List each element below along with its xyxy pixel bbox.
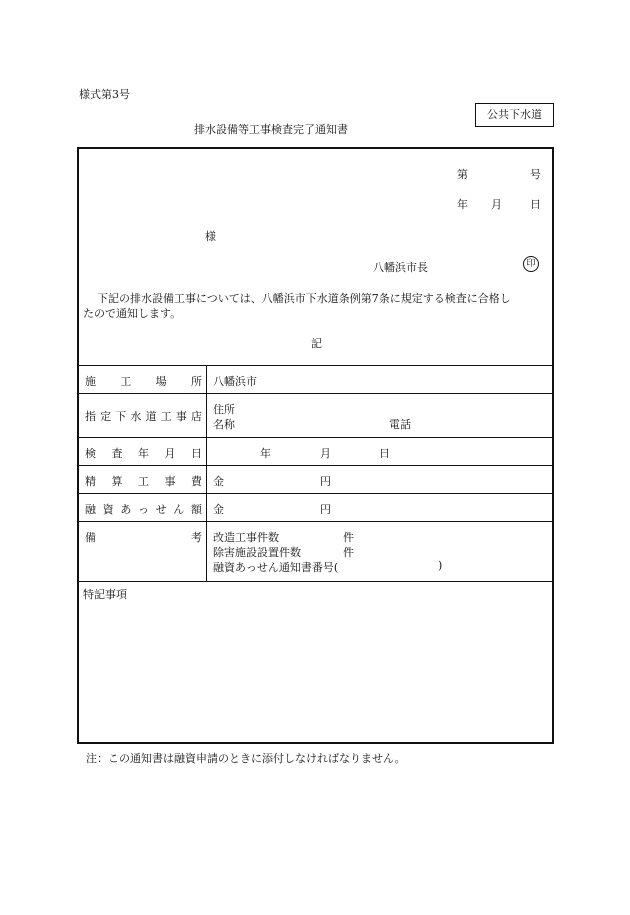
- remarks-line1-unit: 件: [343, 531, 354, 544]
- date-day: 日: [530, 198, 541, 211]
- body-text-line2: たので通知します。: [83, 307, 182, 320]
- form-number: 様式第3号: [79, 88, 130, 101]
- remarks-line3-close: ): [438, 559, 443, 572]
- column-divider: [206, 365, 207, 581]
- location-label: 施 工 場 所: [85, 375, 202, 388]
- loan-suffix: 円: [320, 503, 331, 516]
- contractor-label: 指 定 下 水 道 工 事 店: [85, 410, 202, 423]
- form-frame: [77, 147, 554, 744]
- document-title: 排水設備等工事検査完了通知書: [194, 123, 348, 136]
- seal-mark: 印: [523, 256, 539, 272]
- contractor-phone: 電話: [389, 418, 411, 431]
- issuer-name: 八幡浜市長: [373, 261, 428, 274]
- row-divider: [79, 581, 552, 582]
- body-text-line1: 下記の排水設備工事については、八幡浜市下水道条例第7条に規定する検査に合格し: [97, 292, 511, 305]
- date-year: 年: [457, 198, 468, 211]
- contractor-name: 名称: [213, 418, 235, 431]
- inspection-month: 月: [320, 447, 331, 460]
- row-divider: [79, 393, 552, 394]
- addressee-suffix: 様: [205, 230, 216, 243]
- row-divider: [79, 521, 552, 522]
- footnote: 注：この通知書は融資申請のときに添付しなければなりません。: [86, 752, 406, 765]
- remarks-line3: 融資あっせん通知書番号(: [213, 561, 339, 574]
- date-month: 月: [491, 198, 502, 211]
- remarks-line1: 改造工事件数: [213, 531, 279, 544]
- loan-amount-label: 融 資 あ っ せ ん 額: [85, 503, 202, 516]
- remarks-label: 備 考: [85, 531, 202, 544]
- inspection-day: 日: [379, 447, 390, 460]
- inspection-year: 年: [260, 447, 271, 460]
- remarks-line2: 除害施設設置件数: [213, 546, 301, 559]
- row-divider: [79, 493, 552, 494]
- loan-prefix: 金: [213, 503, 224, 516]
- inspection-date-label: 検 査 年 月 日: [85, 447, 202, 460]
- ki-mark: 記: [311, 337, 322, 350]
- cost-suffix: 円: [320, 475, 331, 488]
- row-divider: [79, 437, 552, 438]
- special-notes-label: 特記事項: [83, 588, 127, 601]
- row-divider: [79, 465, 552, 466]
- number-prefix: 第: [457, 168, 468, 181]
- contractor-address: 住所: [213, 403, 235, 416]
- number-suffix: 号: [530, 168, 541, 181]
- row-divider: [79, 365, 552, 366]
- remarks-line2-unit: 件: [343, 546, 354, 559]
- location-value: 八幡浜市: [213, 375, 257, 388]
- settlement-cost-label: 精 算 工 事 費: [85, 475, 202, 488]
- cost-prefix: 金: [213, 475, 224, 488]
- category-box: 公共下水道: [475, 103, 554, 127]
